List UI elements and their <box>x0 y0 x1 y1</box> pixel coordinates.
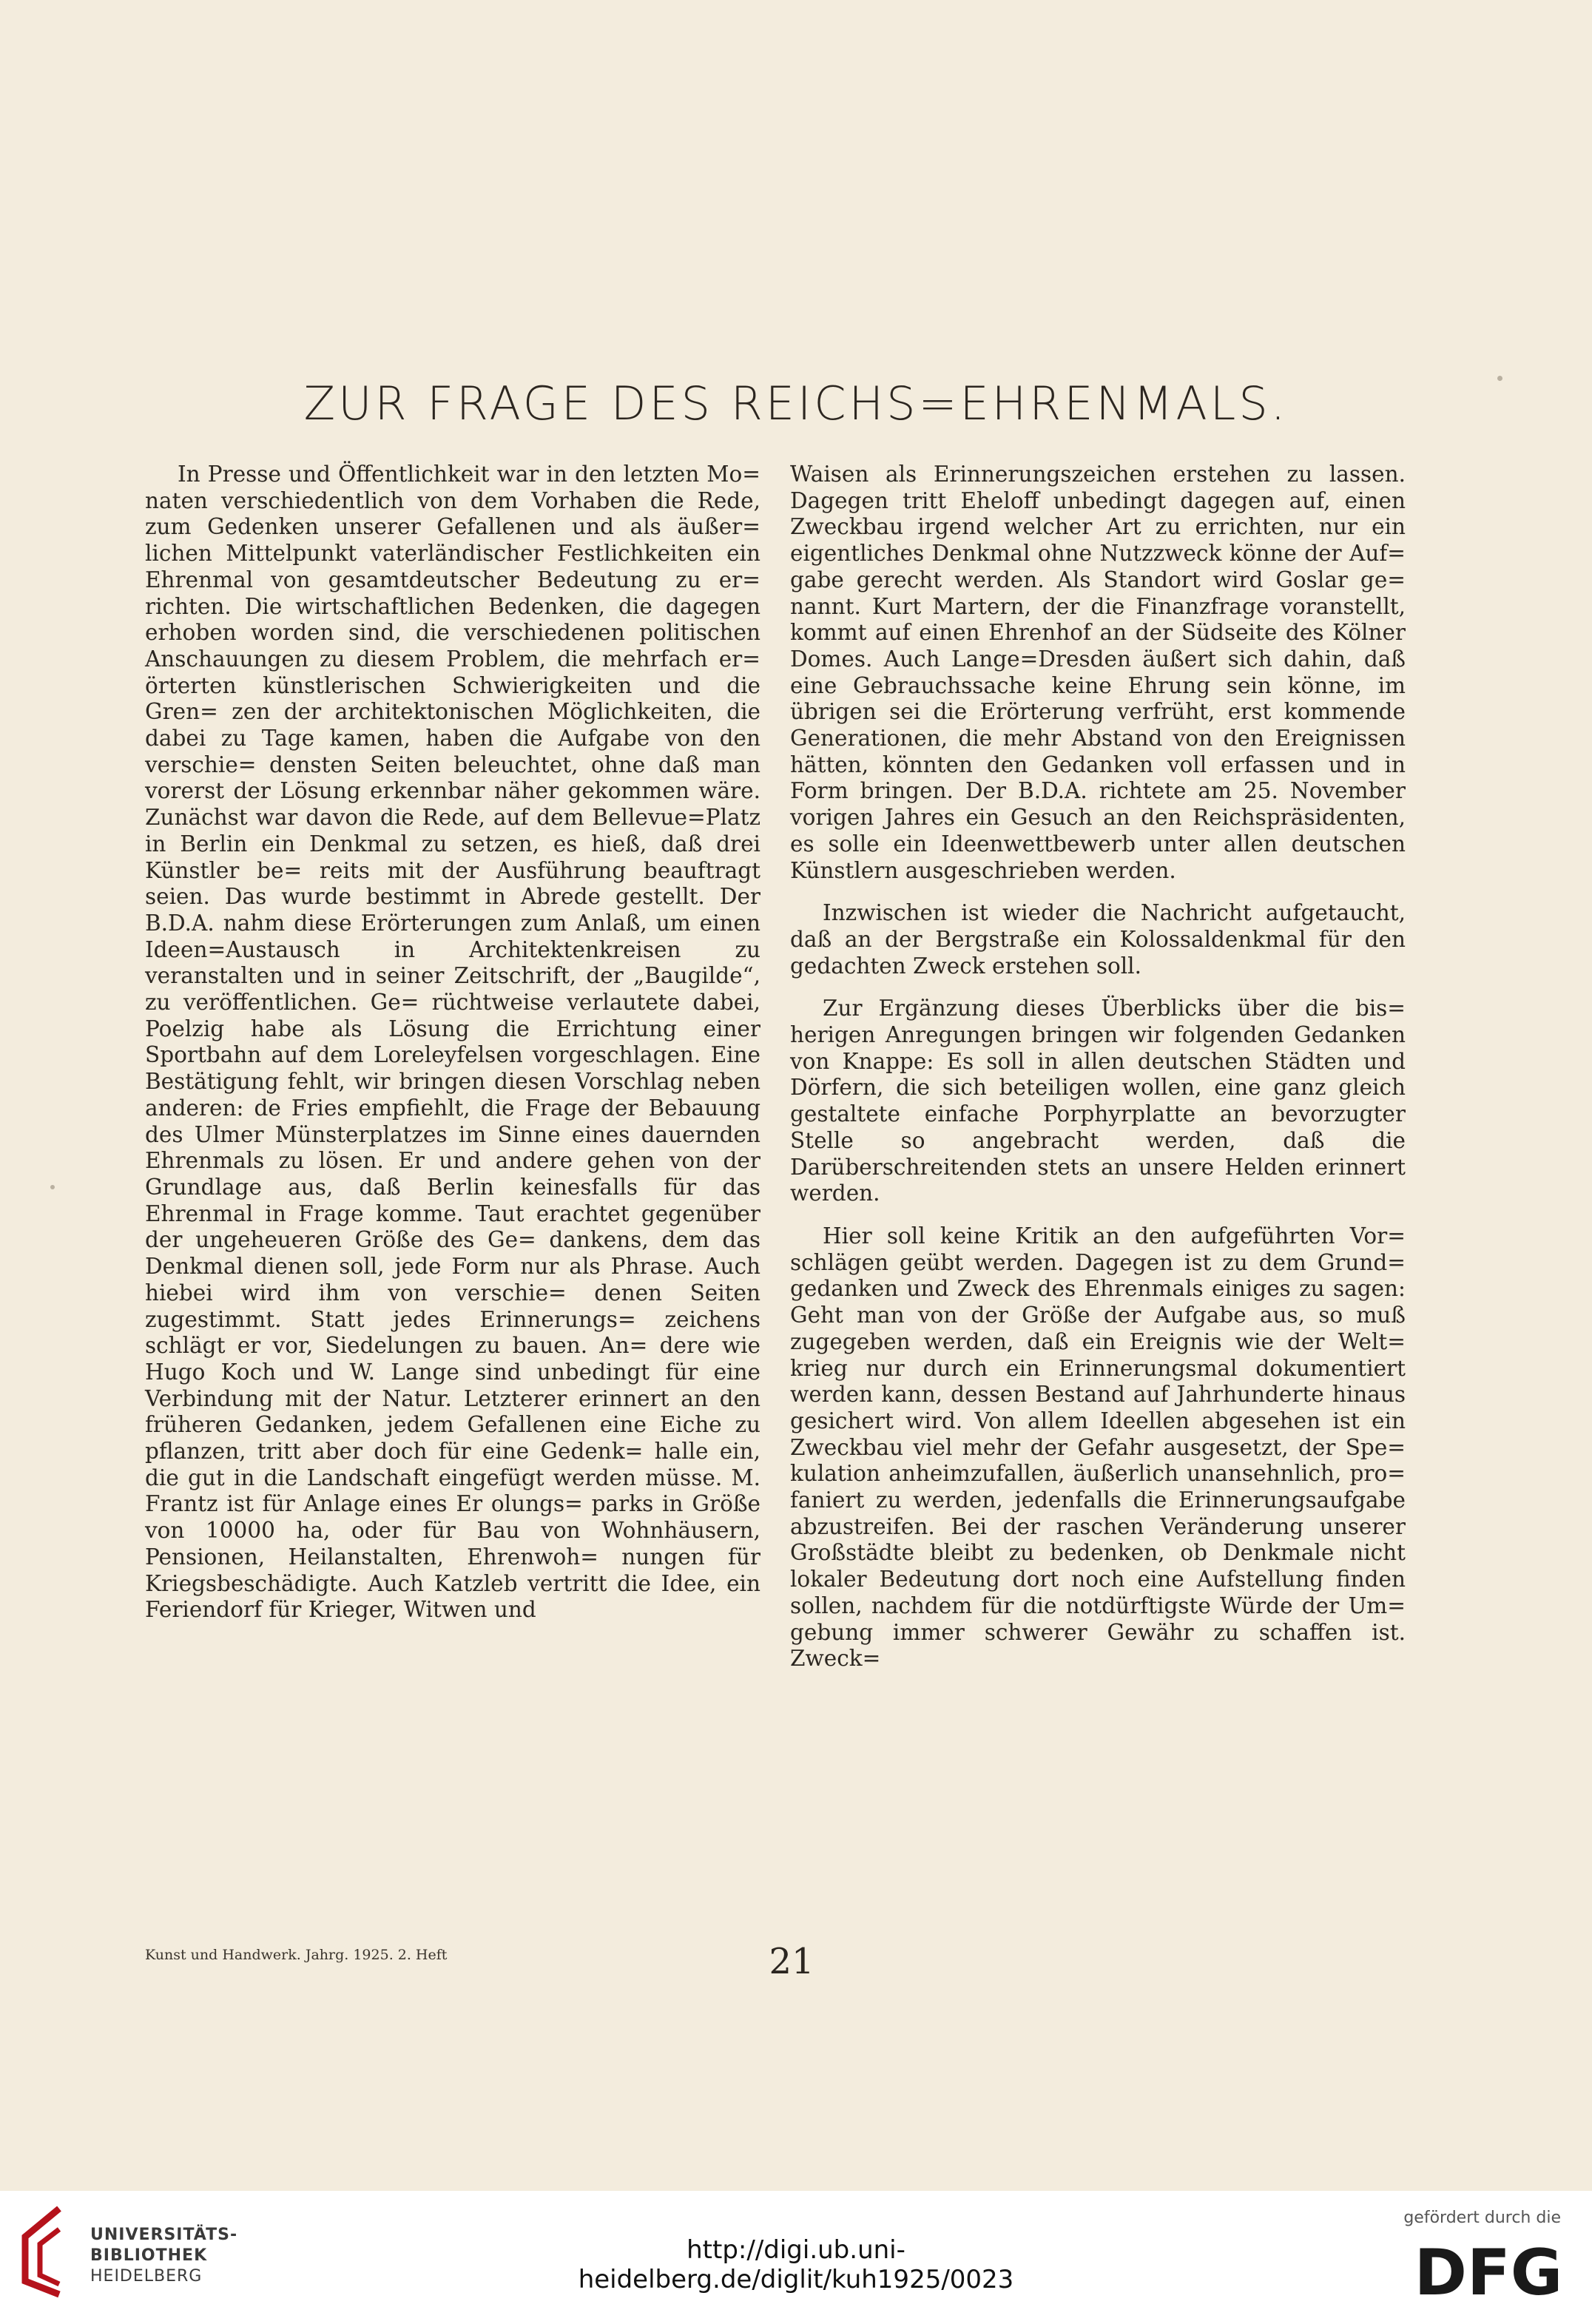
library-name-line: BIBLIOTHEK <box>90 2246 208 2265</box>
paper-speck <box>50 1185 55 1189</box>
paragraph: Waisen als Erinnerungszeichen erstehen zu lassen. Dagegen tritt Eheloff unbedingt dagegen auf, einen Zweckbau irgend welcher Art zu errichten, nur ein eigentliches Denkmal ohne Nutzzweck könne der Auf= gabe gerecht werden. Als Standort wird Goslar ge= nannt. Kurt Martern, der die Finanzfrage voranstellt, kommt auf einen Ehrenhof an der Südseite des Kölner Domes. Auch Lange=Dresden äußert sich dahin, daß eine Gebrauchssache keine Ehrung sein könne, im übrigen sei die Erörterung verfrüht, erst kommende Generationen, die mehr Abstand von den Ereignissen hätten, könnten den Gedanken voll erfassen und in Form bringen. Der B.D.A. richtete am 25. November vorigen Jahres ein Gesuch an den Reichspräsidenten, es solle ein Ideenwettbewerb unter allen deutschen Künstlern ausgeschrieben werden. <box>790 462 1406 883</box>
journal-source: Kunst und Handwerk. Jahrg. 1925. 2. Heft <box>145 1947 448 1963</box>
paragraph: Inzwischen ist wieder die Nachricht aufgetaucht, daß an der Bergstraße ein Kolossaldenkmal für den gedachten Zweck erstehen soll. <box>790 900 1406 979</box>
dfg-logo-icon <box>1414 2238 1562 2305</box>
dfg-logo-text: DFG <box>1414 2238 1562 2305</box>
ub-heidelberg-logo-icon <box>13 2204 72 2299</box>
paragraph: Hier soll keine Kritik an den aufgeführten Vor= schlägen geübt werden. Dagegen ist zu dem Grund= gedanken und Zweck des Ehrenmals einiges zu sagen: Geht man von der Größe der Aufgabe aus, so muß zugegeben werden, daß ein Ereignis wie der Welt= krieg nur durch ein Erinnerungsmal dokumentiert werden kann, dessen Bestand auf Jahrhunderte hinaus gesichert wird. Von allem Ideellen abgesehen ist ein Zweckbau viel mehr der Gefahr ausgesetzt, der Spe= kulation anheimzufallen, äußerlich unansehnlich, pro= faniert zu werden, jedenfalls die Erinnerungsaufgabe abzustreifen. Bei der raschen Veränderung unserer Großstädte bleibt zu bedenken, ob Denkmale nicht lokaler Bedeutung dort noch eine Aufstellung finden sollen, nachdem für die notdürftigste Würde der Um= gebung immer schwerer Gewähr zu schaffen ist. Zweck= <box>790 1223 1406 1672</box>
permalink-url[interactable]: http://digi.ub.uni-heidelberg.de/diglit/kuh1925/0023 <box>578 2235 1014 2294</box>
paragraph: Zur Ergänzung dieses Überblicks über die bis= herigen Anregungen bringen wir folgenden Gedanken von Knappe: Es soll in allen deutschen Städten und Dörfern, die sich beteiligen wollen, eine ganz gleich gestaltete einfache Porphyrplatte an bevorzugter Stelle so angebracht werden, daß die Darüberschreitenden stets an unsere Helden erinnert werden. <box>790 996 1406 1206</box>
library-name <box>90 2225 237 2287</box>
right-column <box>790 462 1406 1672</box>
paragraph: In Presse und Öffentlichkeit war in den letzten Mo= naten verschiedentlich von dem Vorhaben die Rede, zum Gedenken unserer Gefallenen und als äußer= lichen Mittelpunkt vaterländischer Festlichkeiten ein Ehrenmal von gesamtdeutscher Bedeutung zu er= richten. Die wirtschaftlichen Bedenken, die dagegen erhoben worden sind, die verschiedenen politischen Anschauungen zu diesem Problem, die mehrfach er= örterten künstlerischen Schwierigkeiten und die Gren= zen der architektonischen Möglichkeiten, die dabei zu Tage kamen, haben die Aufgabe von den verschie= densten Seiten beleuchtet, ohne daß man vorerst der Lösung erkennbar näher gekommen wäre. Zunächst war davon die Rede, auf dem Bellevue=Platz in Berlin ein Denkmal zu setzen, es hieß, daß drei Künstler be= reits mit der Ausführung beauftragt seien. Das wurde bestimmt in Abrede gestellt. Der B.D.A. nahm diese Erörterungen zum Anlaß, um einen Ideen=Austausch in Architektenkreisen zu veranstalten und in seiner Zeitschrift, der „Baugilde“, zu veröffentlichen. Ge= rüchtweise verlautete dabei, Poelzig habe als Lösung die Errichtung einer Sportbahn auf dem Loreleyfelsen vorgeschlagen. Eine Bestätigung fehlt, wir bringen diesen Vorschlag neben anderen: de Fries empfiehlt, die Frage der Bebauung des Ulmer Münsterplatzes im Sinne eines dauernden Ehrenmals zu lösen. Er und andere gehen von der Grundlage aus, daß Berlin keinesfalls für das Ehrenmal in Frage komme. Taut erachtet gegenüber der ungeheueren Größe des Ge= dankens, dem das Denkmal dienen soll, jede Form nur als Phrase. Auch hiebei wird ihm von verschie= denen Seiten zugestimmt. Statt jedes Erinnerungs= zeichens schlägt er vor, Siedelungen zu bauen. An= dere wie Hugo Koch und W. Lange sind unbedingt für eine Verbindung mit der Natur. Letzterer erinnert an den früheren Gedanken, jedem Gefallenen eine Eiche zu pflanzen, tritt aber doch für eine Gedenk= halle ein, die gut in die Landschaft eingefügt werden müsse. M. Frantz ist für Anlage eines Er olungs= parks in Größe von 10000 ha, oder für Bau von Wohnhäusern, Pensionen, Heilanstalten, Ehrenwoh= nungen für Kriegsbeschädigte. Auch Katzleb vertritt die Idee, ein Feriendorf für Krieger, Witwen und <box>145 462 760 1623</box>
library-name-line: UNIVERSITÄTS- <box>90 2226 238 2244</box>
article-title: ZUR FRAGE DES REICHS=EHRENMALS. <box>303 376 1289 430</box>
page-number: 21 <box>769 1941 814 1982</box>
paper-speck <box>1497 376 1502 381</box>
library-name-line: HEIDELBERG <box>90 2267 203 2286</box>
funder-label: gefördert durch die <box>1403 2209 1561 2227</box>
left-column <box>145 462 760 1624</box>
